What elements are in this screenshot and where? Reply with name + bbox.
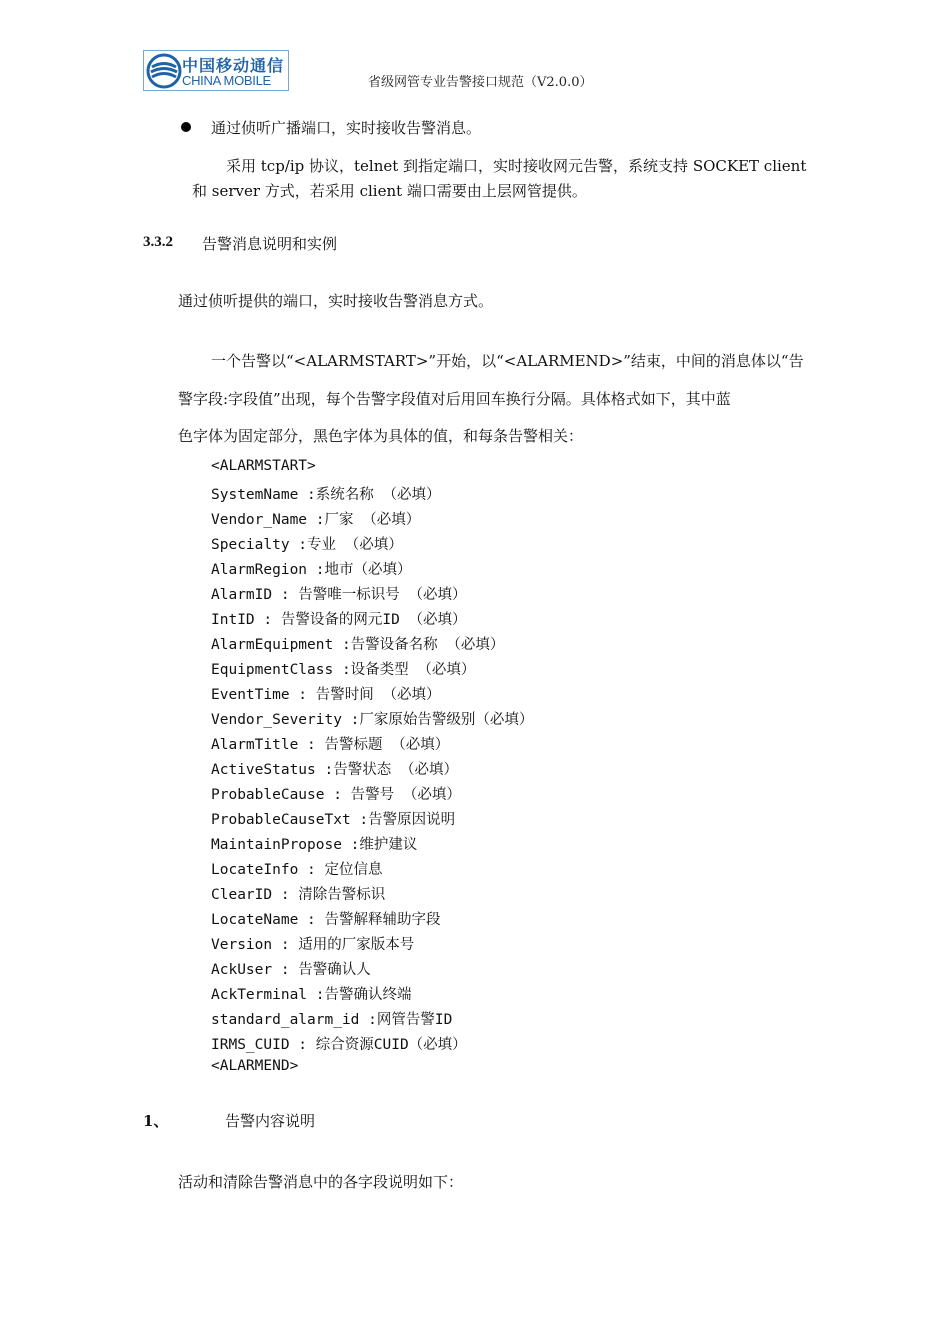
code-line: IntID : 告警设备的网元ID （必填）: [211, 612, 467, 628]
logo-english-text: CHINA MOBILE: [182, 73, 271, 88]
subsection-number: 1、: [143, 1112, 169, 1130]
code-line: SystemName :系统名称 （必填）: [211, 487, 441, 503]
code-line: AckUser : 告警确认人: [211, 962, 371, 978]
paragraph-listen: 通过侦听提供的端口，实时接收告警消息方式。: [178, 292, 494, 310]
logo-chinese-text: 中国移动通信: [182, 56, 285, 75]
code-line: standard_alarm_id :网管告警ID: [211, 1012, 453, 1028]
china-mobile-emblem-icon: [145, 52, 183, 90]
code-line: AlarmEquipment :告警设备名称 （必填）: [211, 637, 505, 653]
section-title: 告警消息说明和实例: [202, 235, 338, 253]
code-line: AlarmTitle : 告警标题 （必填）: [211, 737, 450, 753]
code-line: <ALARMEND>: [211, 1058, 299, 1074]
code-line: Specialty :专业 （必填）: [211, 537, 403, 553]
paragraph-format-line-3: 色字体为固定部分，黑色字体为具体的值，和每条告警相关：: [178, 427, 584, 445]
subsection-title: 告警内容说明: [225, 1112, 316, 1130]
document-header-title: 省级网管专业告警接口规范（V2.0.0）: [368, 75, 593, 90]
code-line: Vendor_Name :厂家 （必填）: [211, 512, 421, 528]
code-line: AlarmID : 告警唯一标识号 （必填）: [211, 587, 467, 603]
code-line: AckTerminal :告警确认终端: [211, 987, 412, 1003]
code-line: ActiveStatus :告警状态 （必填）: [211, 762, 458, 778]
code-line: EventTime : 告警时间 （必填）: [211, 687, 441, 703]
code-line: EquipmentClass :设备类型 （必填）: [211, 662, 476, 678]
paragraph-format-line-1: 一个告警以“<ALARMSTART>”开始，以“<ALARMEND>”结束，中间的消息体以“告: [211, 352, 804, 370]
code-line: ProbableCauseTxt :告警原因说明: [211, 812, 456, 828]
paragraph-tcp-line-1: 采用 tcp/ip 协议，telnet 到指定端口，实时接收网元告警，系统支持 SOCKET client: [226, 157, 807, 175]
code-line: Version : 适用的厂家版本号: [211, 937, 415, 953]
bullet-item-text: 通过侦听广播端口，实时接收告警消息。: [211, 119, 482, 137]
code-line: ClearID : 清除告警标识: [211, 887, 386, 903]
code-line: IRMS_CUID : 综合资源CUID（必填）: [211, 1037, 467, 1053]
bullet-dot-icon: [181, 122, 191, 132]
code-line: LocateName : 告警解释辅助字段: [211, 912, 441, 928]
code-line: <ALARMSTART>: [211, 458, 316, 474]
paragraph-tcp-line-2: 和 server 方式，若采用 client 端口需要由上层网管提供。: [192, 182, 587, 200]
code-line: ProbableCause : 告警号 （必填）: [211, 787, 461, 803]
china-mobile-logo: [143, 50, 289, 91]
paragraph-fields: 活动和清除告警消息中的各字段说明如下：: [178, 1173, 464, 1191]
section-number: 3.3.2: [143, 234, 173, 250]
code-line: MaintainPropose :维护建议: [211, 837, 418, 853]
code-line: Vendor_Severity :厂家原始告警级别（必填）: [211, 712, 534, 728]
code-line: LocateInfo : 定位信息: [211, 862, 383, 878]
paragraph-format-line-2: 警字段:字段值”出现，每个告警字段值对后用回车换行分隔。具体格式如下，其中蓝: [178, 390, 731, 408]
code-line: AlarmRegion :地市（必填）: [211, 562, 412, 578]
